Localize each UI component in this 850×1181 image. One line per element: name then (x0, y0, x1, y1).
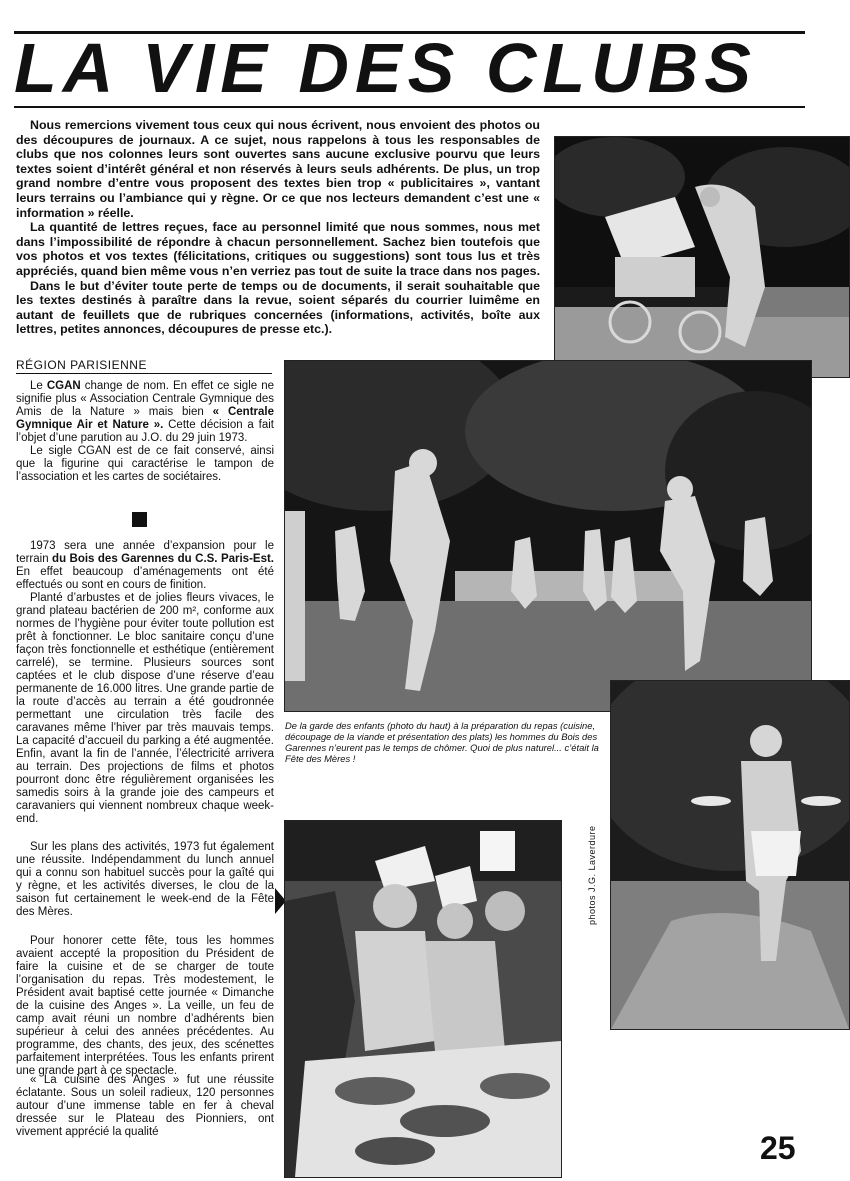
text-run: 1973 sera une année d’expansion pour le terrain (16, 540, 274, 565)
intro-paragraph: La quantité de lettres reçues, face au personnel limité que nous sommes, nous met dans l’impossibilité de répondre à chacun personnellement. Sachez bien toutefois que vos photos et vos textes (félicitations, critiques ou suggestions) sont tous lus et très appréciés, quand bien même vous n’en verriez pas tout de suite la trace dans nos pages. (16, 220, 541, 278)
article-paragraph: « La cuisine des Anges » fut une réussite éclatante. Sous un soleil radieux, 120 personnes autour d’une immense table en fer à cheval dressée sur le Plateau des Pionniers, ont vivement apprécié la qualité (16, 1074, 274, 1138)
title-rule-bottom (14, 106, 805, 108)
article-bois-des-garennes (16, 540, 274, 826)
intro-text (16, 118, 540, 337)
article-cgan (16, 380, 274, 484)
photo-cooking-table (284, 820, 562, 1178)
article-paragraph: Sur les plans des activités, 1973 fut également une réussite. Indépendamment du lunch annuel qui a connu son habituel succès pour la gaîté qui y règne, et les activités diverses, le clou de la saison fut certainement le week-end de la Fête des Mères. (16, 841, 274, 918)
text-run-bold: du Bois des Garennes du C.S. Paris-Est. (52, 553, 274, 565)
intro-paragraph: Dans le but d’éviter toute perte de temps ou de documents, il serait souhaitable que les textes destinés à paraître dans la revue, soient séparés du courrier luimême en autant de feuillets que de rubriques concernées (informations, activités, boîte aux lettres, petites annonces, découpures de presse etc.). (16, 278, 540, 337)
text-run: En effet beaucoup d’aménagements ont été effectués ou sont en cours de finition. (16, 566, 274, 591)
text-run: Cette décision a fait l’objet d’une parution au J.O. du 29 juin 1973. (16, 419, 274, 444)
photo-garden-party (284, 360, 812, 712)
article-paragraph: Planté d’arbustes et de jolies fleurs vivaces, le grand plateau bactérien de 200 m², conforme aux normes de l’hygiène pour éviter toute pollution est prêt à fonctionner. Le bloc sanitaire conçu d’une façon très fonctionnelle et esthétique (entièrement carrelé), se termine. Plusieurs sources sont captées et le club dispose d’une réserve d’eau permanente de 16.000 litres. Une grande partie de la route d’accès au terrain a été goudronnée permettant une circulation très facile des caravanes même l’hiver par très mauvais temps. La capacité d’accueil du parking a été augmentée. Enfin, avant la fin de l’année, l’électricité arrivera au terrain. Des projections de films et photos pourront donc être régulièrement organisées les samedis soirs à la grande joie des campeurs et caravaniers qui viennent nombreux chaque week-end. (16, 592, 274, 825)
text-run-bold: « Centrale Gymnique Air et Nature ». (16, 406, 274, 431)
article-paragraph (16, 540, 274, 592)
article-paragraph (16, 380, 274, 445)
intro-paragraph: Nous remercions vivement tous ceux qui nous écrivent, nous envoient des photos ou des découpures de journaux. A ce sujet, nous rappelons à tous les responsables de clubs que nos colonnes leurs sont ouvertes sans aucune exclusive pourvu que leurs textes soient d’intérêt général et non réservés à leurs seuls adhérents. De plus, un trop grand nombre d’entre vous proposent des textes bien trop « publicitaires », vantant leurs terrains ou l’ambiance qui y règne. Or ce que nos lecteurs demandent c’est une « information » réelle. (16, 118, 540, 220)
text-run: change de nom. En effet ce sigle ne signifie plus « Association Centrale Gymnique des Amis de la Nature » mais bien (16, 380, 274, 418)
page-number: 25 (760, 1130, 796, 1166)
article-activities (16, 841, 274, 919)
photo-pram-garden (554, 136, 850, 378)
region-heading: RÉGION PARISIENNE (16, 358, 272, 374)
article-paragraph: Le sigle CGAN est de ce fait conservé, ainsi que la figurine qui caractérise le tampon de l’association et les cartes de sociétaires. (16, 445, 274, 483)
photo-caption: De la garde des enfants (photo du haut) à la préparation du repas (cuisine, découpage de la viande et présentation des plats) les hommes du Bois des Garennes n’eurent pas le temps de chômer. Quoi de plus naturel... c’était la Fête des Mères ! (285, 720, 599, 764)
section-marker-square (132, 512, 147, 527)
text-run: Le (30, 380, 47, 392)
article-fete-des-meres (16, 935, 274, 1078)
photo-credit: photos J.G. Laverdure (587, 825, 597, 925)
article-paragraph: Pour honorer cette fête, tous les hommes avaient accepté la proposition du Président de faire la cuisine et de se charger de toute l’organisation du repas. Très modestement, le Président avait baptisé cette journée « Dimanche de la cuisine des Anges ». La veille, un feu de camp avait réuni un nombre d’adhérents bien supérieur à celui des années précédentes. Au programme, des chants, des jeux, des scénettes parfaitement interprétées. Tous les enfants prirent une grande part à ce spectacle. (16, 935, 274, 1077)
text-run-bold: CGAN (46, 380, 81, 392)
article-cuisine-des-anges (16, 1074, 274, 1139)
photo-man-with-plates (610, 680, 850, 1030)
page-title: LA VIE DES CLUBS (14, 32, 757, 105)
